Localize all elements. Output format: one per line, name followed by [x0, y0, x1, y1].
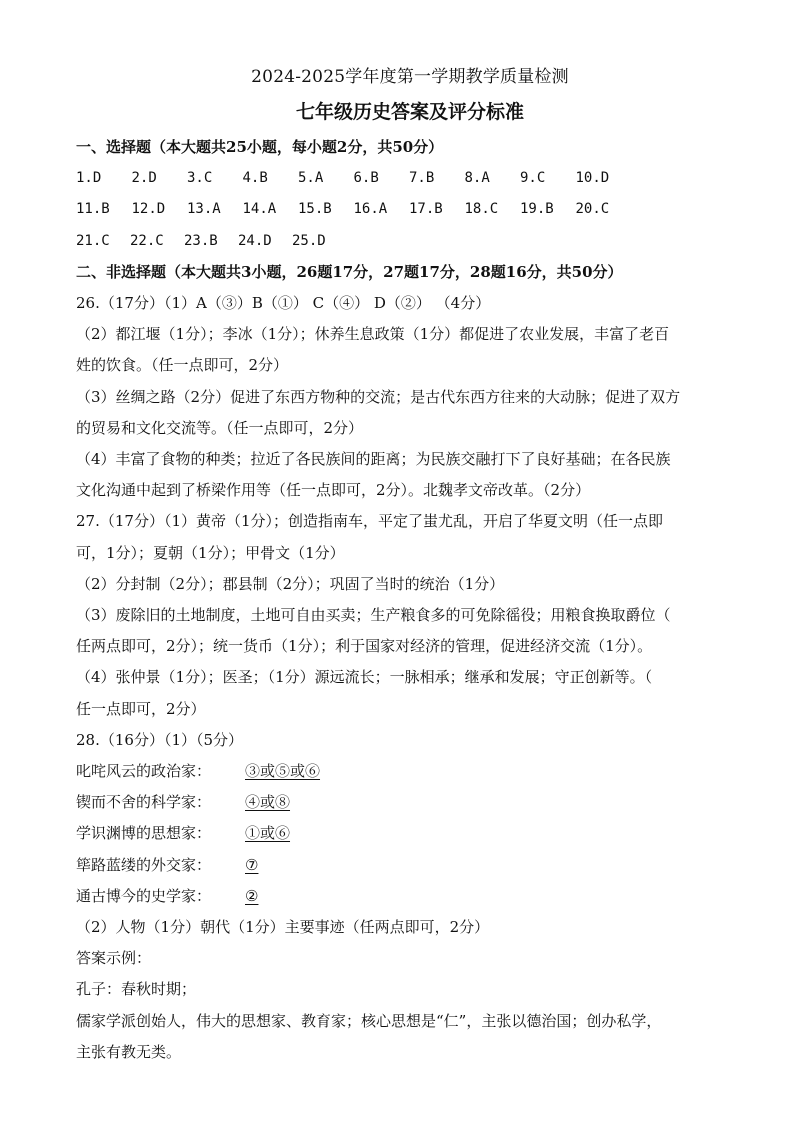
- q27-line: 可，1分）；夏朝（1分）；甲骨文（1分）: [76, 543, 345, 562]
- match-label: 通古博今的史学家：: [76, 886, 212, 905]
- q27-line: （4）张仲景（1分）；医圣；（1分）源远流长；一脉相承；继承和发展；守正创新等。（: [76, 668, 653, 687]
- match-label: 叱咤风云的政治家：: [76, 762, 212, 781]
- answer-item: 21.C: [76, 232, 110, 249]
- answer-item: 15.B: [298, 201, 332, 218]
- match-label: 学识渊博的思想家：: [76, 824, 212, 843]
- q26-line: 姓的饮食。（任一点即可，2分）: [76, 356, 289, 375]
- q28-line: 答案示例：: [76, 949, 152, 968]
- q28-line: （2）人物（1分）朝代（1分）主要事迹（任两点即可，2分）: [76, 918, 490, 937]
- match-answer: ③或⑤或⑥: [245, 762, 321, 781]
- q28-line: 儒家学派创始人，伟大的思想家、教育家；核心思想是“仁”，主张以德治国；创办私学，: [76, 1011, 662, 1030]
- q28-line: 主张有教无类。: [76, 1042, 182, 1061]
- answer-item: 3.C: [187, 170, 213, 187]
- answer-item: 2.D: [131, 170, 157, 187]
- answer-item: 9.C: [520, 170, 546, 187]
- answer-item: 8.A: [464, 170, 490, 187]
- q26-line: （4）丰富了食物的种类；拉近了各民族间的距离；为民族交融打下了良好基础；在各民族: [76, 450, 671, 469]
- match-answer: ④或⑧: [245, 793, 291, 812]
- q27-line: （2）分封制（2分）；郡县制（2分）；巩固了当时的统治（1分）: [76, 574, 505, 593]
- q26-line: 的贸易和文化交流等。（任一点即可，2分）: [76, 418, 364, 437]
- exam-title: 2024-2025学年度第一学期教学质量检测: [251, 67, 569, 87]
- match-label: 锲而不舍的科学家：: [76, 793, 212, 812]
- match-answer: ⑦: [245, 855, 259, 874]
- answer-sheet-page: [76, 62, 726, 1068]
- answer-item: 18.C: [464, 201, 499, 218]
- q26-line: （2）都江堰（1分）；李冰（1分）；休养生息政策（1分）都促进了农业发展，丰富了老百: [76, 325, 670, 344]
- answer-item: 6.B: [353, 170, 379, 187]
- match-answer: ②: [245, 886, 259, 905]
- answer-item: 23.B: [184, 232, 218, 249]
- answer-item: 4.B: [242, 170, 268, 187]
- answer-item: 10.D: [575, 170, 610, 187]
- q26-line: 26.（17分）（1）A（③）B（①） C（④） D（②） （4分）: [76, 294, 491, 313]
- answer-item: 5.A: [298, 170, 324, 187]
- match-label: 筚路蓝缕的外交家：: [76, 855, 212, 874]
- match-row: [76, 787, 726, 818]
- answer-item: 19.B: [520, 201, 554, 218]
- q27-line: 27.（17分）（1）黄帝（1分）；创造指南车，平定了蚩尤乱，开启了华夏文明（任一点即: [76, 512, 664, 531]
- answer-item: 12.D: [131, 201, 166, 218]
- q27-line: 任一点即可，2分）: [76, 699, 206, 718]
- answer-row-3: [76, 226, 726, 257]
- answer-item: 20.C: [575, 201, 610, 218]
- section-2-heading: 二、非选择题（本大题共3小题，26题17分，27题17分，28题16分，共50分）: [76, 262, 623, 281]
- answer-item: 24.D: [238, 232, 272, 249]
- answer-row-1: [76, 163, 726, 194]
- answer-item: 13.A: [187, 201, 221, 218]
- answer-item: 22.C: [130, 232, 164, 249]
- answer-item: 7.B: [409, 170, 435, 187]
- q26-line: 文化沟通中起到了桥梁作用等（任一点即可，2分）。北魏孝文帝改革。（2分）: [76, 481, 591, 500]
- q28-line: 孔子：春秋时期；: [76, 980, 197, 999]
- q28-line: 28.（16分）（1）（5分）: [76, 730, 244, 749]
- q27-line: 任两点即可，2分）；统一货币（1分）；利于国家对经济的管理，促进经济交流（1分）。: [76, 637, 653, 656]
- q27-line: （3）废除旧的土地制度，土地可自由买卖；生产粮食多的可免除徭役；用粮食换取爵位（: [76, 606, 671, 625]
- answer-item: 11.B: [76, 201, 110, 218]
- answer-item: 25.D: [292, 232, 326, 249]
- answer-key-title: 七年级历史答案及评分标准: [295, 101, 524, 123]
- match-row: [76, 756, 726, 787]
- q26-line: （3）丝绸之路（2分）促进了东西方物种的交流；是古代东西方往来的大动脉；促进了双方: [76, 387, 681, 406]
- match-row: [76, 881, 726, 912]
- match-row: [76, 850, 726, 881]
- answer-item: 16.A: [353, 201, 388, 218]
- answer-item: 1.D: [76, 170, 102, 187]
- match-row: [76, 818, 726, 849]
- section-1-heading: 一、选择题（本大题共25小题，每小题2分，共50分）: [76, 138, 444, 156]
- answer-item: 17.B: [409, 201, 443, 218]
- match-answer: ①或⑥: [245, 824, 291, 843]
- answer-row-2: [76, 194, 726, 225]
- answer-item: 14.A: [242, 201, 277, 218]
